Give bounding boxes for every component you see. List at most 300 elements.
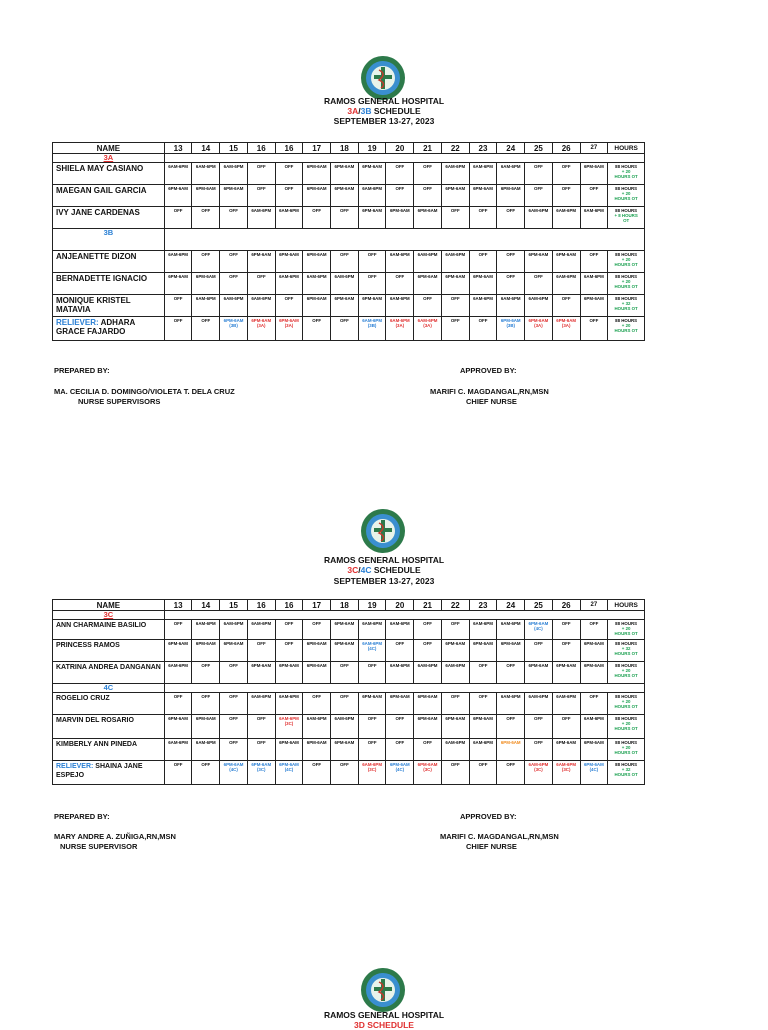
shift-cell: 6AM-6PM	[414, 662, 442, 684]
shift-cell: 6PM-6AM	[552, 662, 580, 684]
shift-cell: OFF	[164, 693, 192, 715]
shift-cell: OFF	[441, 761, 469, 785]
shift-cell: OFF	[220, 207, 248, 229]
shift-cell: 6AM-6PM	[386, 295, 414, 317]
name-cell: BERNADETTE IGNACIO	[53, 273, 165, 295]
shift-cell: 6PM-6AM	[414, 207, 442, 229]
shift-cell: 6AM-6PM	[275, 693, 303, 715]
table-row	[53, 273, 645, 295]
shift-cell: OFF	[580, 317, 608, 341]
hospital-name: RAMOS GENERAL HOSPITAL	[323, 96, 445, 106]
shift-cell: 6PM-6AM	[275, 662, 303, 684]
shift-cell: 6PM-6AM	[469, 715, 497, 739]
shift-cell: 6PM-6AM	[441, 185, 469, 207]
column-header: 16	[247, 143, 275, 154]
shift-cell: OFF	[247, 185, 275, 207]
shift-cell: OFF	[220, 715, 248, 739]
column-header: 24	[497, 143, 525, 154]
shift-cell: 6PM-6AM	[469, 273, 497, 295]
shift-cell: OFF	[220, 693, 248, 715]
shift-cell: 6PM-6AM	[164, 640, 192, 662]
shift-cell: OFF	[497, 207, 525, 229]
shift-cell: 6AM-6PM	[580, 715, 608, 739]
name-cell: MARVIN DEL ROSARIO	[53, 715, 165, 739]
shift-cell: OFF	[414, 739, 442, 761]
shift-cell: OFF	[497, 273, 525, 295]
hours-cell: 88 HOURS + 32 HOURS OT	[608, 640, 645, 662]
shift-cell: OFF	[441, 317, 469, 341]
shift-cell: 6AM-6PM	[303, 715, 331, 739]
shift-cell: OFF	[441, 207, 469, 229]
shift-cell: 6PM-6AM (4C)	[580, 761, 608, 785]
column-header: 18	[331, 143, 359, 154]
schedule-date: SEPTEMBER 13-27, 2023	[333, 116, 435, 126]
shift-cell: 6AM-6PM	[441, 251, 469, 273]
shift-cell: OFF	[469, 207, 497, 229]
shift-cell: OFF	[331, 693, 359, 715]
hospital-logo-icon	[359, 54, 407, 102]
column-header: NAME	[53, 143, 165, 154]
shift-cell: OFF	[525, 273, 553, 295]
column-header: HOURS	[608, 600, 645, 611]
shift-cell: 6PM-6AM	[552, 251, 580, 273]
schedule-title: 3C/4C SCHEDULE	[347, 565, 421, 575]
table-row	[53, 693, 645, 715]
table-row-reliever	[53, 317, 645, 341]
shift-cell: 6PM-6AM (4C)	[275, 761, 303, 785]
unit-3c: 3C	[347, 565, 359, 575]
shift-cell: 6AM-6PM	[164, 739, 192, 761]
section-row	[53, 611, 645, 620]
shift-cell: 6AM-6PM	[441, 163, 469, 185]
shift-cell: OFF	[469, 662, 497, 684]
shift-cell: OFF	[275, 185, 303, 207]
column-header: 17	[303, 600, 331, 611]
shift-cell: OFF	[358, 251, 386, 273]
table-row-reliever	[53, 761, 645, 785]
shift-cell: OFF	[552, 640, 580, 662]
shift-cell: OFF	[469, 693, 497, 715]
shift-cell: 6AM-6PM	[247, 295, 275, 317]
column-header: 25	[525, 600, 553, 611]
shift-cell: 6AM-6PM (3C)	[358, 761, 386, 785]
shift-cell: OFF	[441, 693, 469, 715]
shift-cell: OFF	[386, 739, 414, 761]
shift-cell: 6AM-6PM	[331, 273, 359, 295]
table-row	[53, 715, 645, 739]
shift-cell: OFF	[552, 620, 580, 640]
shift-cell: OFF	[275, 640, 303, 662]
column-header: 20	[386, 143, 414, 154]
shift-cell: OFF	[552, 163, 580, 185]
shift-cell: OFF	[275, 295, 303, 317]
shift-cell: 6PM-6AM (3A)	[552, 317, 580, 341]
shift-cell: 6AM-6PM	[469, 163, 497, 185]
column-header: 19	[358, 143, 386, 154]
hours-cell: 88 HOURS + 32 HOURS OT	[608, 761, 645, 785]
shift-cell: 6AM-6PM	[358, 185, 386, 207]
name-cell: ANJEANETTE DIZON	[53, 251, 165, 273]
shift-cell: 6AM-6PM (3C)	[525, 761, 553, 785]
shift-cell: OFF	[331, 207, 359, 229]
shift-cell: OFF	[220, 273, 248, 295]
shift-cell: 6PM-6AM (3B)	[220, 317, 248, 341]
hospital-name: RAMOS GENERAL HOSPITAL	[323, 555, 445, 565]
shift-cell: OFF	[331, 251, 359, 273]
schedule-title: 3D SCHEDULE	[354, 1020, 414, 1030]
column-header: 13	[164, 143, 192, 154]
shift-cell: 6PM-6AM	[414, 273, 442, 295]
shift-cell: OFF	[247, 739, 275, 761]
shift-cell: OFF	[164, 295, 192, 317]
shift-cell: 6AM-6PM	[192, 295, 220, 317]
column-header: 22	[441, 600, 469, 611]
shift-cell: OFF	[469, 251, 497, 273]
schedule-date: SEPTEMBER 13-27, 2023	[333, 576, 435, 586]
column-header: 26	[552, 143, 580, 154]
hours-cell: 88 HOURS + 20 HOURS OT	[608, 185, 645, 207]
column-header: 16	[275, 600, 303, 611]
shift-cell: 6PM-6AM	[580, 640, 608, 662]
table-row	[53, 185, 645, 207]
shift-cell: 6PM-6AM	[497, 640, 525, 662]
column-header: 22	[441, 143, 469, 154]
shift-cell: 6PM-6AM	[358, 163, 386, 185]
shift-cell: 6PM-6AM (4C)	[386, 761, 414, 785]
shift-cell: 6AM-6PM (4C)	[358, 640, 386, 662]
shift-cell: 6PM-6AM	[525, 662, 553, 684]
section-row	[53, 229, 645, 251]
shift-cell: OFF	[303, 620, 331, 640]
shift-cell: OFF	[552, 185, 580, 207]
name-cell: PRINCESS RAMOS	[53, 640, 165, 662]
shift-cell: 6AM-6PM	[441, 662, 469, 684]
table-row	[53, 295, 645, 317]
shift-cell: 6AM-6PM	[497, 620, 525, 640]
shift-cell: 6PM-6AM	[580, 662, 608, 684]
hours-cell: 88 HOURS + 20 HOURS OT	[608, 620, 645, 640]
prepared-by-name: MA. CECILIA D. DOMINGO/VIOLETA T. DELA CRUZ	[54, 387, 235, 396]
shift-cell: 6AM-6PM	[525, 693, 553, 715]
shift-cell: OFF	[192, 251, 220, 273]
shift-cell: 3B	[53, 229, 165, 251]
shift-cell: 6PM-6AM (3B)	[497, 317, 525, 341]
shift-cell: OFF	[552, 295, 580, 317]
shift-cell: 6PM-6AM	[497, 739, 525, 761]
column-header: 23	[469, 600, 497, 611]
shift-cell: OFF	[525, 715, 553, 739]
shift-cell: 6AM-6PM	[580, 273, 608, 295]
shift-cell: 6PM-6AM (3C)	[247, 761, 275, 785]
shift-cell: 6PM-6AM	[275, 739, 303, 761]
shift-cell: OFF	[386, 715, 414, 739]
column-header: 14	[192, 600, 220, 611]
shift-cell: 6PM-6AM	[303, 662, 331, 684]
shift-cell: 6AM-6PM	[164, 163, 192, 185]
shift-cell: 6PM-6AM	[303, 163, 331, 185]
schedule-table	[52, 142, 645, 341]
shift-cell: 6PM-6AM (3A)	[525, 317, 553, 341]
shift-cell: OFF	[192, 693, 220, 715]
shift-cell: OFF	[192, 761, 220, 785]
shift-cell: 6PM-6AM	[192, 273, 220, 295]
approved-by-title: CHIEF NURSE	[466, 842, 517, 851]
shift-cell: 6AM-6PM	[220, 295, 248, 317]
shift-cell: OFF	[441, 295, 469, 317]
hospital-logo-icon	[359, 507, 407, 555]
shift-cell: 6AM-6PM	[358, 620, 386, 640]
shift-cell: OFF	[192, 317, 220, 341]
shift-cell: OFF	[247, 715, 275, 739]
column-header: 13	[164, 600, 192, 611]
shift-cell: OFF	[386, 640, 414, 662]
shift-cell: OFF	[331, 317, 359, 341]
shift-cell: 6AM-6PM	[164, 251, 192, 273]
schedule-table	[52, 599, 645, 785]
shift-cell: 6AM-6PM (3A)	[414, 317, 442, 341]
shift-cell: OFF	[469, 761, 497, 785]
approved-by-label: APPROVED BY:	[460, 812, 517, 821]
shift-cell: 6PM-6AM	[552, 739, 580, 761]
shift-cell: OFF	[303, 761, 331, 785]
shift-cell: 6PM-6AM	[469, 640, 497, 662]
shift-cell: 6PM-6AM	[192, 640, 220, 662]
shift-cell: OFF	[220, 662, 248, 684]
shift-cell: 6PM-6AM	[192, 715, 220, 739]
shift-cell: OFF	[580, 693, 608, 715]
shift-cell: 6AM-6PM	[497, 295, 525, 317]
shift-cell: 6AM-6PM (3B)	[358, 317, 386, 341]
prepared-by-label: PREPARED BY:	[54, 812, 110, 821]
shift-cell: OFF	[303, 317, 331, 341]
shift-cell: 6PM-6AM	[441, 640, 469, 662]
section-row	[53, 684, 645, 693]
shift-cell: 6AM-6PM	[552, 693, 580, 715]
shift-cell: OFF	[358, 273, 386, 295]
shift-cell: OFF	[580, 251, 608, 273]
shift-cell: 6AM-6PM (3A)	[386, 317, 414, 341]
shift-cell: 6PM-6AM	[469, 185, 497, 207]
shift-cell: OFF	[414, 295, 442, 317]
column-header: 26	[552, 600, 580, 611]
column-header: 15	[220, 143, 248, 154]
shift-cell: OFF	[469, 317, 497, 341]
name-cell: SHIELA MAY CASIANO	[53, 163, 165, 185]
shift-cell: 6AM-6PM	[469, 620, 497, 640]
table-row	[53, 207, 645, 229]
shift-cell: 3C	[53, 611, 165, 620]
table-row	[53, 163, 645, 185]
shift-cell: 6PM-6AM	[358, 295, 386, 317]
shift-cell: 6AM-6PM	[497, 163, 525, 185]
shift-cell: OFF	[525, 185, 553, 207]
column-header: 19	[358, 600, 386, 611]
shift-cell: 6AM-6PM	[303, 273, 331, 295]
shift-cell: OFF	[497, 761, 525, 785]
shift-cell: 6AM-6PM	[552, 273, 580, 295]
shift-cell: 4C	[53, 684, 165, 693]
prepared-by-name: MARY ANDRE A. ZUÑIGA,RN,MSN	[54, 832, 176, 841]
shift-cell: OFF	[414, 163, 442, 185]
shift-cell: 6PM-6AM	[386, 693, 414, 715]
name-cell: ROGELIO CRUZ	[53, 693, 165, 715]
shift-cell: OFF	[386, 273, 414, 295]
approved-by-label: APPROVED BY:	[460, 366, 517, 375]
column-header: 27	[580, 143, 608, 154]
shift-cell: 6AM-6PM	[164, 662, 192, 684]
hours-cell: 88 HOURS + 20 HOURS OT	[608, 251, 645, 273]
shift-cell: OFF	[275, 620, 303, 640]
column-header: 27	[580, 600, 608, 611]
shift-cell: 6PM-6AM	[164, 273, 192, 295]
approved-by-name: MARIFI C. MAGDANGAL,RN,MSN	[440, 832, 559, 841]
shift-cell: 6PM-6AM	[525, 251, 553, 273]
table-row	[53, 739, 645, 761]
column-header: 16	[275, 143, 303, 154]
shift-cell: 6AM-6PM	[275, 273, 303, 295]
shift-cell: OFF	[164, 761, 192, 785]
shift-cell: 6AM-6PM	[441, 739, 469, 761]
shift-cell: 6AM-6PM	[247, 207, 275, 229]
shift-cell: OFF	[220, 251, 248, 273]
shift-cell: 6AM-6PM	[192, 620, 220, 640]
shift-cell: 6AM-6PM	[469, 295, 497, 317]
hours-cell: 88 HOURS + 20 HOURS OT	[608, 163, 645, 185]
shift-cell: 6PM-6AM	[331, 620, 359, 640]
shift-cell: OFF	[552, 715, 580, 739]
unit-4c: 4C	[360, 565, 372, 575]
hours-cell: 88 HOURS + 20 HOURS OT	[608, 693, 645, 715]
table-row	[53, 251, 645, 273]
shift-cell: 6PM-6AM	[414, 715, 442, 739]
name-cell: MONIQUE KRISTEL MATAVIA	[53, 295, 165, 317]
hospital-name: RAMOS GENERAL HOSPITAL	[323, 1010, 445, 1020]
shift-cell: OFF	[414, 640, 442, 662]
shift-cell: 6PM-6AM (3A)	[247, 317, 275, 341]
shift-cell: 6PM-6AM	[580, 295, 608, 317]
shift-cell: 6PM-6AM	[331, 640, 359, 662]
shift-cell: OFF	[247, 273, 275, 295]
shift-cell: 6PM-6AM	[358, 207, 386, 229]
shift-cell	[164, 611, 644, 620]
approved-by-title: CHIEF NURSE	[466, 397, 517, 406]
shift-cell: 6AM-6PM	[247, 693, 275, 715]
shift-cell: 6PM-6AM	[164, 715, 192, 739]
column-header: 25	[525, 143, 553, 154]
shift-cell: OFF	[497, 251, 525, 273]
shift-cell: 6PM-6AM	[331, 163, 359, 185]
shift-cell: 6AM-6PM	[414, 251, 442, 273]
hospital-logo-icon	[359, 966, 407, 1014]
shift-cell: 6PM-6AM	[497, 185, 525, 207]
column-header: 21	[414, 143, 442, 154]
shift-cell: 6PM-6AM (4C)	[525, 620, 553, 640]
shift-cell: 6PM-6AM	[275, 251, 303, 273]
hours-cell: 88 HOURS + 20 HOURS OT	[608, 715, 645, 739]
shift-cell: 6AM-6PM	[469, 739, 497, 761]
shift-cell: OFF	[331, 761, 359, 785]
shift-cell: 6AM-6PM	[247, 620, 275, 640]
shift-cell: 6AM-6PM (3C)	[275, 715, 303, 739]
name-cell: KATRINA ANDREA DANGANAN	[53, 662, 165, 684]
shift-cell: OFF	[497, 715, 525, 739]
name-cell: IVY JANE CARDENAS	[53, 207, 165, 229]
approved-by-name: MARIFI C. MAGDANGAL,RN,MSN	[430, 387, 549, 396]
shift-cell: 6PM-6AM	[303, 295, 331, 317]
shift-cell: 3A	[53, 154, 165, 163]
shift-cell: 6PM-6AM (4C)	[220, 761, 248, 785]
shift-cell: 6PM-6AM	[331, 185, 359, 207]
column-header: 17	[303, 143, 331, 154]
table-row	[53, 662, 645, 684]
shift-cell: 6PM-6AM	[303, 739, 331, 761]
shift-cell: 6AM-6PM	[220, 620, 248, 640]
hours-cell: 88 HOURS + 32 HOURS OT	[608, 295, 645, 317]
shift-cell: OFF	[247, 163, 275, 185]
column-header: 24	[497, 600, 525, 611]
shift-cell: 6AM-6PM	[192, 739, 220, 761]
column-header: 14	[192, 143, 220, 154]
shift-cell: 6PM-6AM	[580, 739, 608, 761]
shift-cell: 6AM-6PM	[386, 251, 414, 273]
unit-3b: 3B	[360, 106, 372, 116]
shift-cell: 6AM-6PM	[275, 207, 303, 229]
shift-cell: 6AM-6PM	[580, 207, 608, 229]
shift-cell: 6PM-6AM	[331, 739, 359, 761]
shift-cell: OFF	[358, 662, 386, 684]
name-cell: MAEGAN GAIL GARCIA	[53, 185, 165, 207]
prepared-by-title: NURSE SUPERVISOR	[60, 842, 138, 851]
shift-cell: OFF	[441, 620, 469, 640]
shift-cell: 6PM-6AM	[441, 273, 469, 295]
shift-cell: OFF	[386, 163, 414, 185]
shift-cell: 6PM-6AM	[220, 640, 248, 662]
shift-cell: 6PM-6AM	[580, 163, 608, 185]
column-header: 20	[386, 600, 414, 611]
shift-cell: 6PM-6AM	[358, 693, 386, 715]
name-cell: KIMBERLY ANN PINEDA	[53, 739, 165, 761]
shift-cell: 6PM-6AM	[303, 251, 331, 273]
shift-cell: OFF	[497, 662, 525, 684]
column-header: 23	[469, 143, 497, 154]
shift-cell: OFF	[275, 163, 303, 185]
table-row	[53, 640, 645, 662]
hours-cell: 88 HOURS + 20 HOURS OT	[608, 317, 645, 341]
shift-cell: OFF	[164, 317, 192, 341]
shift-cell: 6AM-6PM	[331, 715, 359, 739]
name-cell: RELIEVER: ADHARA GRACE FAJARDO	[53, 317, 165, 341]
table-header-row	[53, 600, 645, 611]
column-header: 15	[220, 600, 248, 611]
shift-cell: OFF	[525, 640, 553, 662]
shift-cell: 6PM-6AM	[303, 185, 331, 207]
shift-cell: OFF	[247, 640, 275, 662]
name-cell: RELIEVER: SHAINA JANE ESPEJO	[53, 761, 165, 785]
shift-cell: 6PM-6AM	[303, 640, 331, 662]
shift-cell: 6PM-6AM	[441, 715, 469, 739]
shift-cell: OFF	[358, 715, 386, 739]
shift-cell: 6AM-6PM (3C)	[552, 761, 580, 785]
column-header: 16	[247, 600, 275, 611]
shift-cell: 6PM-6AM	[331, 295, 359, 317]
shift-cell: OFF	[414, 620, 442, 640]
shift-cell: OFF	[358, 739, 386, 761]
shift-cell: 6AM-6PM	[220, 163, 248, 185]
shift-cell	[164, 684, 644, 693]
table-header-row	[53, 143, 645, 154]
shift-cell: OFF	[303, 693, 331, 715]
shift-cell: 6PM-6AM (3C)	[414, 761, 442, 785]
